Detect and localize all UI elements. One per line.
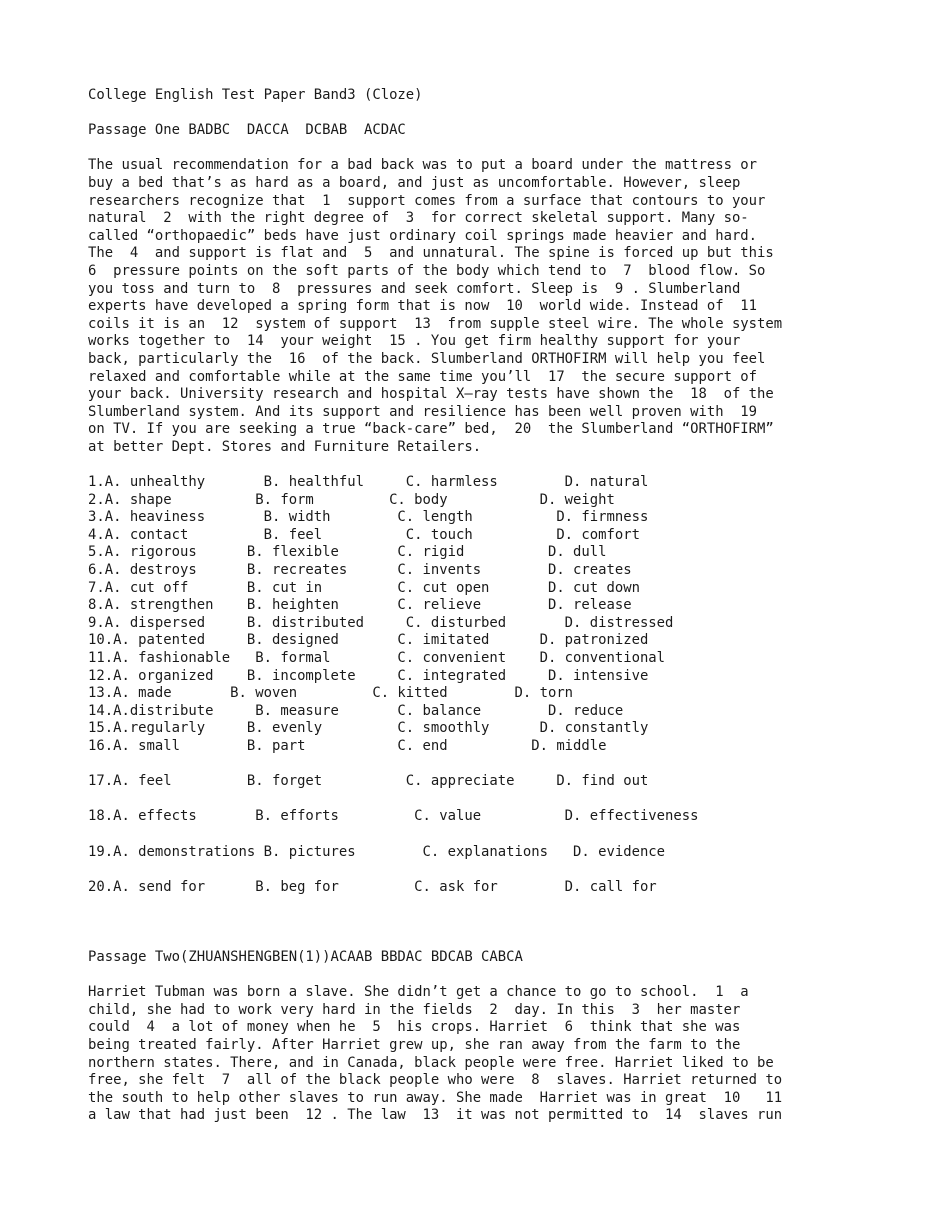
- text-line: 6 pressure points on the soft parts of the body which tend to 7 blood flow. So: [88, 262, 766, 279]
- text-line: experts have developed a spring form that is now 10 world wide. Instead of 11: [88, 298, 758, 315]
- text-line: researchers recognize that 1 support comes from a surface that contours to your: [88, 192, 766, 209]
- option-line: 8.A. strengthen B. heighten C. relieve D. release: [88, 597, 632, 614]
- text-line: a law that had just been 12 . The law 13 it was not permitted to 14 slaves run: [88, 1107, 783, 1124]
- text-line: on TV. If you are seeking a true “back-care” bed, 20 the Slumberland “ORTHOFIRM”: [88, 421, 774, 438]
- text-line: northern states. There, and in Canada, black people were free. Harriet liked to be: [88, 1054, 774, 1071]
- option-line: 9.A. dispersed B. distributed C. disturbed D. distressed: [88, 614, 674, 631]
- option-line: 1.A. unhealthy B. healthful C. harmless D. natural: [88, 474, 649, 491]
- spacer: [88, 896, 888, 914]
- option-line: 6.A. destroys B. recreates C. invents D. creates: [88, 562, 632, 579]
- passage-one-text: [88, 157, 888, 456]
- text-line: the south to help other slaves to run away. She made Harriet was in great 10 11: [88, 1089, 783, 1106]
- text-line: child, she had to work very hard in the fields 2 day. In this 3 her master: [88, 1001, 741, 1018]
- spacer: [88, 861, 888, 879]
- option-line: 14.A.distribute B. measure C. balance D. reduce: [88, 702, 624, 719]
- text-line: back, particularly the 16 of the back. Slumberland ORTHOFIRM will help you feel: [88, 350, 766, 367]
- option-line: 7.A. cut off B. cut in C. cut open D. cut down: [88, 579, 640, 596]
- option-line: 11.A. fashionable B. formal C. convenient D. conventional: [88, 650, 666, 666]
- spacer: [88, 914, 888, 932]
- option-line: 13.A. made B. woven C. kitted D. torn: [88, 685, 574, 702]
- document-title: College English Test Paper Band3 (Cloze): [88, 87, 423, 103]
- spacer: [88, 456, 888, 474]
- spacer: [88, 791, 888, 809]
- text-line: your back. University research and hospital X—ray tests have shown the 18 of the: [88, 386, 774, 403]
- option-line: 16.A. small B. part C. end D. middle: [88, 737, 607, 754]
- option-line: 19.A. demonstrations B. pictures C. explanations D. evidence: [88, 843, 666, 860]
- text-line: at better Dept. Stores and Furniture Retailers.: [88, 438, 482, 455]
- passage-two-text: [88, 984, 888, 1125]
- text-line: natural 2 with the right degree of 3 for correct skeletal support. Many so-: [88, 210, 749, 227]
- spacer: [88, 756, 888, 774]
- option-line: 4.A. contact B. feel C. touch D. comfort: [88, 526, 640, 543]
- text-line: you toss and turn to 8 pressures and seek comfort. Sleep is 9 . Slumberland: [88, 280, 741, 297]
- text-line: coils it is an 12 system of support 13 from supple steel wire. The whole system: [88, 315, 783, 332]
- option-line: 20.A. send for B. beg for C. ask for D. call for: [88, 878, 657, 895]
- text-line: relaxed and comfortable while at the same time you’ll 17 the secure support of: [88, 368, 758, 385]
- option-line: 2.A. shape B. form C. body D. weight: [88, 491, 615, 508]
- text-line: Harriet Tubman was born a slave. She didn’t get a chance to go to school. 1 a: [88, 984, 749, 1001]
- text-line: The usual recommendation for a bad back was to put a board under the mattress or: [88, 157, 758, 174]
- passage-two-header: Passage Two(ZHUANSHENGBEN(1))ACAAB BBDAC BDCAB CABCA: [88, 949, 523, 966]
- spacer: [88, 932, 888, 950]
- option-line: 12.A. organized B. incomplete C. integrated D. intensive: [88, 667, 649, 684]
- document-page: [88, 87, 888, 1125]
- text-line: buy a bed that’s as hard as a board, and just as uncomfortable. However, sleep: [88, 174, 741, 191]
- option-line: 10.A. patented B. designed C. imitated D. patronized: [88, 632, 649, 649]
- option-line: 17.A. feel B. forget C. appreciate D. find out: [88, 773, 649, 790]
- text-line: being treated fairly. After Harriet grew up, she ran away from the farm to the: [88, 1037, 741, 1054]
- text-line: could 4 a lot of money when he 5 his crops. Harriet 6 think that she was: [88, 1019, 741, 1036]
- option-line: 5.A. rigorous B. flexible C. rigid D. dull: [88, 544, 607, 561]
- text-line: Slumberland system. And its support and resilience has been well proven with 19: [88, 403, 758, 420]
- text-line: The 4 and support is flat and 5 and unnatural. The spine is forced up but this: [88, 245, 774, 262]
- spacer: [88, 140, 888, 158]
- passage-one-options: [88, 474, 888, 896]
- text-line: free, she felt 7 all of the black people who were 8 slaves. Harriet returned to: [88, 1072, 783, 1089]
- option-line: 18.A. effects B. efforts C. value D. effectiveness: [88, 808, 699, 825]
- passage-one-header: Passage One BADBC DACCA DCBAB ACDAC: [88, 122, 406, 139]
- spacer: [88, 826, 888, 844]
- option-line: 3.A. heaviness B. width C. length D. firmness: [88, 509, 649, 526]
- spacer: [88, 105, 888, 123]
- text-line: called “orthopaedic” beds have just ordinary coil springs made heavier and hard.: [88, 227, 758, 244]
- spacer: [88, 967, 888, 985]
- option-line: 15.A.regularly B. evenly C. smoothly D. constantly: [88, 720, 649, 737]
- text-line: works together to 14 your weight 15 . You get firm healthy support for your: [88, 333, 741, 350]
